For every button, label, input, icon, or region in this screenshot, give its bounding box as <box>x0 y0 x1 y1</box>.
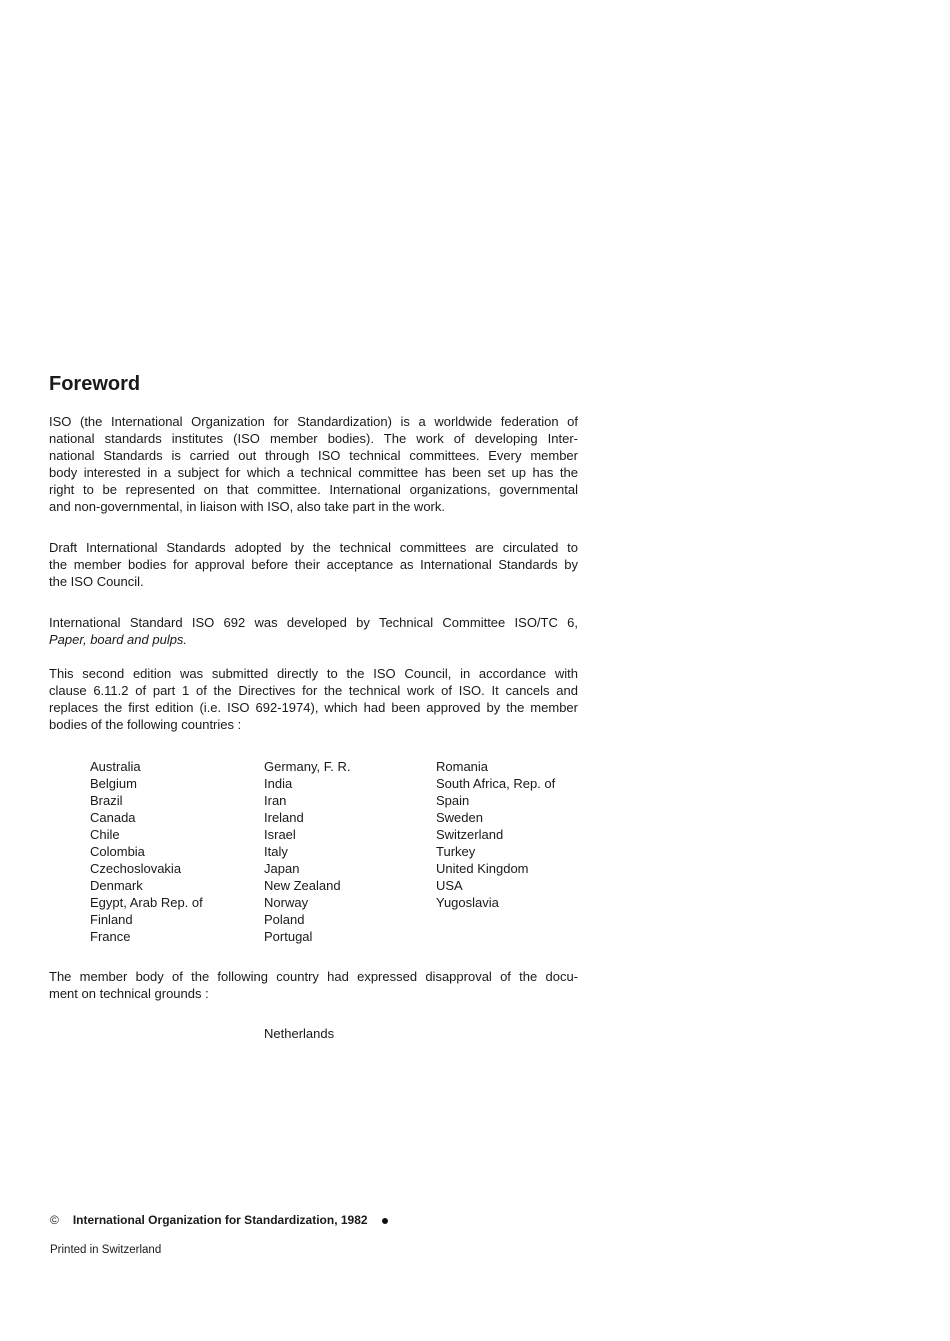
copyright-line <box>50 1213 388 1227</box>
text-line: national standards institutes (ISO member bodies). The work of developing Inter- <box>49 431 578 446</box>
country-item: Sweden <box>436 810 483 825</box>
country-item: Japan <box>264 861 300 876</box>
country-item: Germany, F. R. <box>264 759 351 774</box>
country-item: Australia <box>90 759 141 774</box>
text-line: national Standards is carried out through ISO technical committees. Every member <box>49 448 578 463</box>
country-item: Romania <box>436 759 489 774</box>
paragraph-4 <box>49 665 578 733</box>
country-item: Czechoslovakia <box>90 861 182 876</box>
country-item: Egypt, Arab Rep. of <box>90 895 203 910</box>
text-line: Paper, board and pulps. <box>49 632 188 647</box>
country-item: Colombia <box>90 844 145 859</box>
text-line: the ISO Council. <box>49 574 144 589</box>
text-line: replaces the first edition (i.e. ISO 692-1974), which had been approved by the member <box>49 700 578 715</box>
country-item: Spain <box>436 793 470 808</box>
text-line: body interested in a subject for which a technical committee has been set up has the <box>49 465 578 480</box>
text-line: ment on technical grounds : <box>49 986 209 1001</box>
paragraph-3 <box>49 614 578 648</box>
text-line: right to be represented on that committee. International organizations, governmental <box>49 482 578 497</box>
country-item: Italy <box>264 844 288 859</box>
copyright-text: International Organization for Standardization, 1982 <box>72 1213 368 1227</box>
country-item: Iran <box>264 793 287 808</box>
text-line: This second edition was submitted directly to the ISO Council, in accordance with <box>49 666 578 681</box>
country-item: Chile <box>90 827 120 842</box>
country-column-1 <box>90 758 203 945</box>
country-item: Switzerland <box>436 827 504 842</box>
paragraph-5 <box>49 968 578 1002</box>
country-item: Yugoslavia <box>436 895 499 910</box>
country-item: Portugal <box>264 929 313 944</box>
country-item: Israel <box>264 827 296 842</box>
text-line: and non-governmental, in liaison with ISO, also take part in the work. <box>49 499 445 514</box>
text-line: ISO (the International Organization for Standardization) is a worldwide federation of <box>49 414 578 429</box>
bullet-icon <box>382 1218 388 1224</box>
country-item: Ireland <box>264 810 304 825</box>
country-item: Belgium <box>90 776 137 791</box>
country-item: France <box>90 929 131 944</box>
paragraph-2 <box>49 539 578 590</box>
page-title: Foreword <box>49 373 141 395</box>
country-item: USA <box>436 878 463 893</box>
copyright-icon: © <box>50 1213 59 1227</box>
text-line: clause 6.11.2 of part 1 of the Directives for the technical work of ISO. It cancels and <box>49 683 578 698</box>
country-item: Poland <box>264 912 305 927</box>
country-item: United Kingdom <box>436 861 529 876</box>
disapproving-country: Netherlands <box>264 1026 335 1041</box>
country-item: Brazil <box>90 793 123 808</box>
country-item: South Africa, Rep. of <box>436 776 556 791</box>
text-line: International Standard ISO 692 was developed by Technical Committee ISO/TC 6, <box>49 615 578 630</box>
paragraph-1 <box>49 413 578 515</box>
country-item: Norway <box>264 895 309 910</box>
text-line: bodies of the following countries : <box>49 717 242 732</box>
country-column-2 <box>264 758 350 945</box>
country-item: Denmark <box>90 878 143 893</box>
country-item: New Zealand <box>264 878 341 893</box>
country-item: Canada <box>90 810 136 825</box>
text-line: The member body of the following country had expressed disapproval of the docu- <box>49 969 578 984</box>
printed-in: Printed in Switzerland <box>50 1244 162 1256</box>
text-line: Draft International Standards adopted by the technical committees are circulated to <box>49 540 578 555</box>
country-item: Turkey <box>436 844 476 859</box>
country-item: India <box>264 776 293 791</box>
country-column-3 <box>436 758 555 911</box>
country-item: Finland <box>90 912 133 927</box>
text-line: the member bodies for approval before their acceptance as International Standards by <box>49 557 578 572</box>
